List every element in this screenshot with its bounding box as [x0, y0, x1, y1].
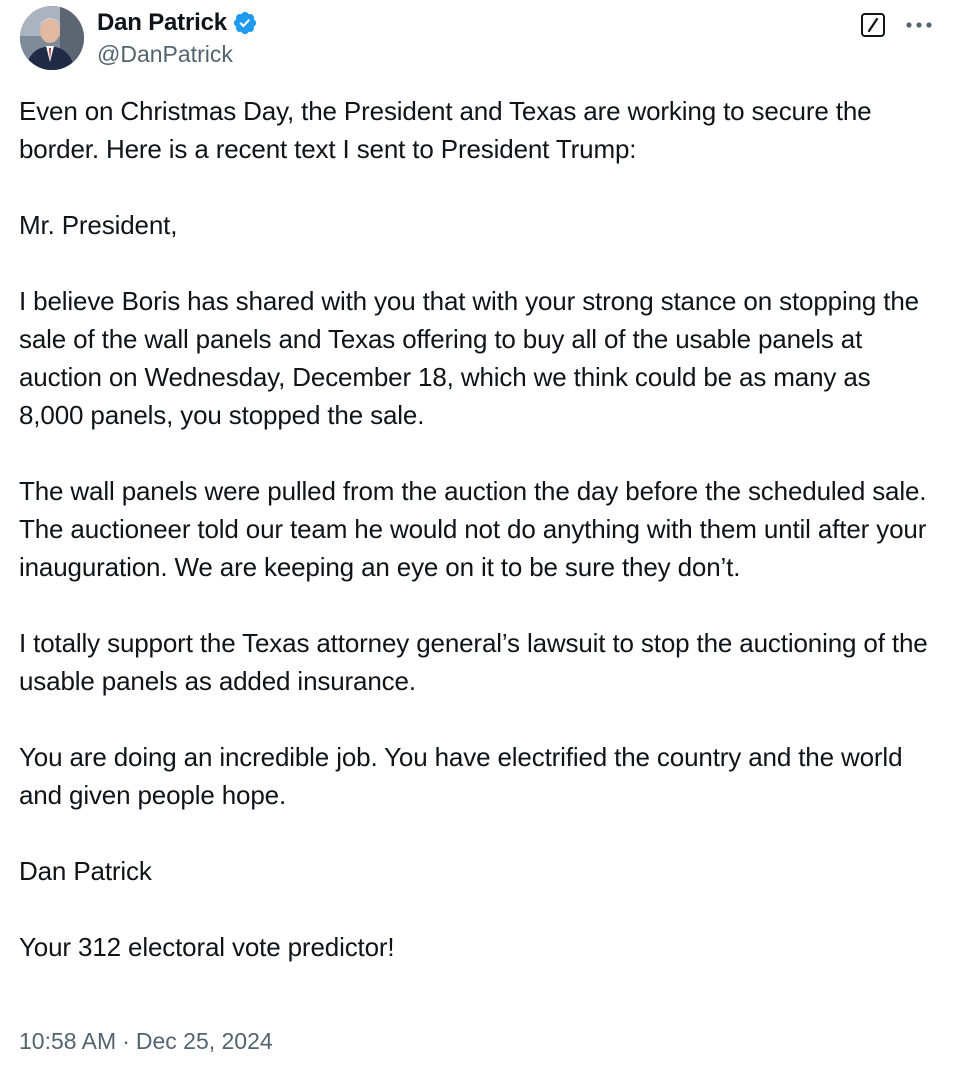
tweet-text: [19, 92, 939, 966]
more-icon[interactable]: [904, 12, 934, 38]
tweet-timestamp[interactable]: [19, 1028, 273, 1055]
tweet-paragraph: Your 312 electoral vote predictor!: [19, 932, 395, 962]
tweet-paragraph: I totally support the Texas attorney general’s lawsuit to stop the auctioning of the usable panels as added insurance.: [19, 628, 928, 696]
tweet-paragraph: The wall panels were pulled from the auction the day before the scheduled sale. The auctioneer told our team he would not do anything with them until after your inauguration. We are keeping an eye on it to be sure they don’t.: [19, 476, 927, 582]
author-display-name[interactable]: Dan Patrick: [97, 9, 227, 36]
author-handle[interactable]: @DanPatrick: [97, 41, 233, 67]
verified-badge-icon[interactable]: [232, 10, 258, 36]
tweet-header: [20, 6, 934, 70]
tweet-paragraph: Dan Patrick: [19, 856, 152, 886]
tweet-paragraph: Even on Christmas Day, the President and Texas are working to secure the border. Here is a recent text I sent to President Trump:: [19, 96, 872, 164]
timestamp-separator: ·: [122, 1028, 130, 1054]
tweet-paragraph: Mr. President,: [19, 210, 178, 240]
tweet-paragraph: I believe Boris has shared with you that with your strong stance on stopping the sale of the wall panels and Texas offering to buy all of the usable panels at auction on Wednesday, December 18, which we think could be as many as 8,000 panels, you stopped the sale.: [19, 286, 919, 430]
tweet-paragraph: You are doing an incredible job. You have electrified the country and the world and given people hope.: [19, 742, 903, 810]
author-info: [97, 8, 258, 68]
avatar[interactable]: [20, 6, 84, 70]
tweet-date: Dec 25, 2024: [135, 1028, 273, 1054]
name-row: [97, 8, 258, 38]
tweet-time: 10:58 AM: [19, 1028, 117, 1054]
grok-icon[interactable]: [860, 12, 886, 38]
avatar-image: [20, 6, 84, 70]
